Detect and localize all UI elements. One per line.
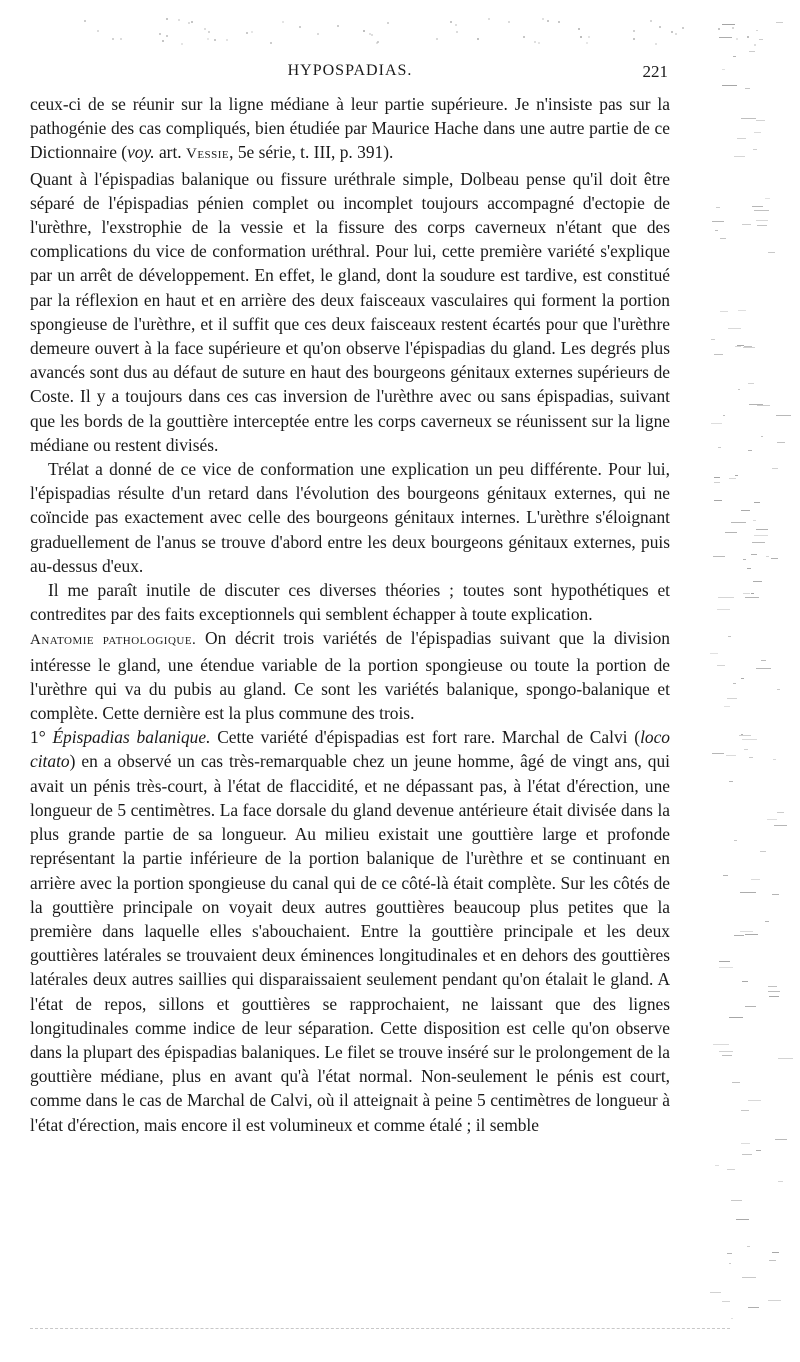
noise-speck — [317, 33, 319, 35]
noise-speck — [777, 442, 785, 443]
noise-speck — [477, 38, 479, 40]
noise-speck — [745, 88, 751, 89]
noise-speck — [738, 389, 740, 390]
noise-speck — [729, 1263, 731, 1264]
noise-speck — [720, 238, 726, 239]
noise-speck — [768, 252, 775, 253]
noise-speck — [740, 931, 753, 932]
noise-speck — [735, 346, 740, 347]
noise-speck — [729, 478, 735, 479]
noise-speck — [713, 1044, 729, 1045]
noise-speck — [488, 18, 490, 20]
noise-speck — [728, 636, 731, 637]
noise-speck — [719, 967, 733, 968]
noise-speck — [745, 1006, 755, 1007]
noise-speck — [214, 39, 216, 41]
running-head — [30, 62, 670, 88]
noise-speck — [778, 1181, 783, 1182]
noise-speck — [633, 30, 635, 32]
noise-speck — [538, 42, 540, 44]
noise-speck — [181, 43, 183, 45]
noise-speck — [748, 1100, 762, 1101]
noise-speck — [726, 755, 737, 756]
noise-speck — [776, 22, 782, 23]
noise-speck — [748, 450, 752, 451]
noise-speck — [725, 532, 737, 533]
page-number: 221 — [642, 62, 668, 81]
noise-speck — [745, 934, 758, 935]
noise-speck — [731, 1200, 741, 1201]
noise-speck — [734, 156, 746, 157]
noise-speck — [714, 354, 723, 355]
noise-speck — [733, 683, 736, 684]
noise-speck — [675, 33, 677, 35]
noise-speck — [718, 447, 721, 448]
noise-speck — [741, 1110, 749, 1111]
noise-speck — [733, 56, 736, 57]
noise-speck — [542, 18, 544, 20]
noise-speck — [772, 894, 779, 895]
section-heading: Épispadias balanique. — [52, 727, 211, 748]
noise-speck — [743, 593, 750, 594]
noise-speck — [588, 36, 590, 38]
noise-speck — [743, 559, 745, 560]
noise-speck — [711, 339, 715, 340]
noise-speck — [736, 1219, 749, 1220]
noise-speck — [754, 210, 769, 211]
noise-speck — [722, 85, 737, 86]
noise-speck — [84, 20, 86, 22]
noise-speck — [777, 812, 784, 813]
noise-speck — [742, 224, 751, 225]
noise-speck — [747, 568, 751, 569]
noise-speck — [682, 27, 684, 29]
noise-speck — [754, 502, 760, 503]
noise-speck — [715, 230, 718, 231]
noise-speck — [671, 31, 673, 33]
noise-speck — [724, 706, 730, 707]
noise-speck — [732, 1082, 740, 1083]
noise-speck — [251, 31, 253, 33]
noise-speck — [282, 21, 284, 23]
noise-speck — [765, 198, 769, 199]
noise-speck — [727, 1253, 732, 1254]
noise-speck — [768, 986, 777, 987]
noise-speck — [722, 69, 725, 70]
noise-speck — [712, 221, 724, 222]
noise-speck — [633, 38, 635, 40]
noise-speck — [741, 1143, 749, 1144]
noise-speck — [376, 42, 378, 44]
noise-speck — [742, 1277, 756, 1278]
noise-speck — [717, 665, 725, 666]
noise-speck — [299, 26, 301, 28]
noise-speck — [450, 21, 452, 23]
noise-speck — [752, 206, 764, 207]
noise-speck — [741, 118, 757, 119]
noise-speck — [759, 39, 763, 40]
noise-speck — [728, 328, 740, 329]
noise-speck — [580, 36, 582, 38]
noise-speck — [753, 149, 756, 150]
noise-speck — [226, 39, 228, 41]
noise-speck — [523, 36, 525, 38]
noise-speck — [97, 30, 99, 32]
noise-speck — [191, 21, 193, 23]
noise-speck — [455, 24, 457, 26]
noise-speck — [738, 310, 745, 311]
noise-speck — [761, 436, 763, 437]
noise-speck — [742, 981, 749, 982]
noise-speck — [774, 825, 787, 826]
noise-speck — [710, 653, 718, 654]
noise-speck — [337, 25, 339, 27]
noise-speck — [655, 43, 657, 45]
noise-speck — [719, 961, 729, 962]
noise-speck — [714, 477, 721, 478]
noise-speck — [749, 404, 762, 405]
noise-speck — [159, 33, 161, 35]
noise-speck — [714, 500, 723, 501]
noise-speck — [120, 38, 122, 40]
noise-speck — [769, 996, 779, 997]
noise-speck — [741, 678, 744, 679]
noise-speck — [722, 1055, 732, 1056]
noise-speck — [741, 734, 743, 735]
noise-speck — [112, 38, 114, 40]
noise-speck — [727, 1169, 736, 1170]
noise-speck — [270, 42, 272, 44]
noise-speck — [745, 597, 759, 598]
noise-speck — [371, 34, 373, 36]
noise-speck — [752, 542, 765, 543]
noise-speck — [744, 749, 748, 750]
noise-speck — [166, 18, 168, 20]
noise-speck — [731, 1318, 733, 1319]
noise-speck — [756, 120, 765, 121]
noise-speck — [558, 21, 560, 23]
noise-speck — [729, 1017, 743, 1018]
noise-speck — [715, 1165, 718, 1166]
noise-speck — [769, 1260, 777, 1261]
noise-speck — [741, 510, 751, 511]
noise-speck — [756, 529, 769, 530]
noise-speck — [723, 875, 728, 876]
noise-speck — [768, 1300, 781, 1301]
noise-speck — [768, 991, 780, 992]
noise-speck — [720, 311, 728, 312]
paragraph: Trélat a donné de ce vice de conformation une explication un peu différente. Pour lui, l'épispadias résulte d'un retard dans l'évolution des bourgeons génitaux externes, qui ne coïncide pas exactement avec celle des bourgeons génitaux internes. L'urèthre s'éloignant graduellement de l'anus se trouve d'abord entre les deux bourgeons génitaux externes, puis au-dessus d'eux. — [30, 459, 670, 576]
noise-speck — [771, 558, 778, 559]
noise-speck — [586, 42, 588, 44]
noise-speck — [712, 753, 724, 754]
noise-speck — [547, 20, 549, 22]
noise-speck — [756, 1150, 761, 1151]
noise-speck — [743, 347, 756, 348]
section-heading: Anatomie pathologique. — [30, 632, 197, 649]
noise-speck — [777, 689, 779, 690]
noise-speck — [748, 1307, 759, 1308]
noise-speck — [775, 1139, 787, 1140]
noise-speck — [710, 1292, 721, 1293]
noise-speck — [719, 1051, 734, 1052]
noise-speck — [748, 383, 755, 384]
noise-speck — [166, 35, 168, 37]
noise-speck — [778, 1058, 793, 1059]
noise-speck — [749, 757, 753, 758]
noise-speck — [751, 554, 757, 555]
scan-noise-bottom — [30, 1328, 730, 1332]
noise-speck — [722, 1301, 730, 1302]
noise-speck — [578, 28, 580, 30]
noise-speck — [208, 31, 210, 33]
noise-speck — [761, 660, 766, 661]
noise-speck — [740, 892, 755, 893]
noise-speck — [767, 819, 777, 820]
noise-speck — [436, 38, 438, 40]
noise-speck — [650, 20, 652, 22]
noise-speck — [749, 51, 756, 52]
noise-speck — [713, 556, 725, 557]
noise-speck — [756, 220, 767, 221]
noise-speck — [246, 32, 248, 34]
paragraph: Quant à l'épispadias balanique ou fissure uréthrale simple, Dolbeau pense qu'il doit être séparé de l'épispadias pénien complet ou incomplet toujours accompagné d'ectopie de l'urèthre, l'exstrophie de la vessie et la fissure des corps caverneux n'étant que des complications du vice de conformation uréthral. Pour lui, cette première variété s'explique par un arrêt de développement. En effet, le gland, dont la soudure est tardive, est constitué par la réflexion en haut et en arrière des deux faisceaux vasculaires qui forment la portion spongieuse de l'urèthre, et il suffit que ces deux faisceaux restent écartés pour que l'urèthre demeure ouvert à la face supérieure et qu'on observe l'épispadias du gland. Les degrés plus avancés sont dus au défaut de suture en haut des bourgeons génitaux externes supérieurs de Coste. Il y a toujours dans ces cas inversion de l'urèthre avec ou sans épispadias, suivant que les bords de la gouttière interceptée entre les corps caverneux se réunissent sur la ligne médiane ou restent divisés. — [30, 168, 670, 455]
noise-speck — [363, 30, 365, 32]
noise-speck — [204, 28, 206, 30]
noise-speck — [754, 535, 768, 536]
noise-speck — [731, 522, 746, 523]
document-page — [30, 62, 670, 1137]
scan-noise-top — [80, 18, 780, 48]
noise-speck — [754, 132, 762, 133]
noise-speck — [178, 19, 180, 21]
noise-speck — [711, 423, 722, 424]
noise-speck — [207, 38, 209, 40]
noise-speck — [188, 22, 190, 24]
noise-speck — [766, 556, 769, 557]
scan-noise-margin — [710, 20, 790, 1340]
noise-speck — [756, 668, 771, 669]
noise-speck — [751, 593, 754, 594]
body-text — [30, 92, 670, 1137]
noise-speck — [751, 879, 760, 880]
noise-speck — [760, 851, 766, 852]
paragraph: Anatomie pathologique. On décrit trois variétés de l'épispadias suivant que la division intéresse le gland, une étendue variable de la portion spongieuse ou toute la portion de l'urèthre qui va du pubis au gland. Ce sont les variétés balanique, spongo-balanique et complète. Cette dernière est la plus commune des trois. — [30, 628, 670, 724]
noise-speck — [756, 30, 758, 31]
noise-speck — [747, 1246, 750, 1247]
noise-speck — [729, 781, 733, 782]
noise-speck — [735, 475, 738, 476]
noise-speck — [727, 698, 737, 699]
noise-speck — [534, 41, 536, 43]
noise-speck — [714, 482, 719, 483]
noise-speck — [722, 24, 736, 25]
noise-speck — [456, 31, 458, 33]
noise-speck — [734, 935, 744, 936]
paragraph: ceux-ci de se réunir sur la ligne médiane à leur partie supérieure. Je n'insiste pas sur la pathogénie des cas compliqués, bien étudiée par Maurice Hache dans une autre partie de ce Dictionnaire (voy. art. Vessie, 5e série, t. III, p. 391). — [30, 94, 670, 163]
noise-speck — [773, 759, 776, 760]
noise-speck — [162, 40, 164, 42]
noise-speck — [742, 739, 757, 740]
noise-speck — [718, 597, 733, 598]
noise-speck — [776, 415, 790, 416]
noise-speck — [765, 921, 770, 922]
noise-speck — [757, 225, 767, 226]
noise-speck — [719, 37, 731, 38]
noise-speck — [772, 1252, 779, 1253]
noise-speck — [739, 735, 750, 736]
noise-speck — [753, 581, 761, 582]
noise-speck — [737, 138, 746, 139]
noise-speck — [772, 468, 777, 469]
paragraph: Il me paraît inutile de discuter ces diverses théories ; toutes sont hypothétiques et contredites par des faits exceptionnels qui semblent échapper à toute explication. — [30, 580, 670, 625]
noise-speck — [753, 520, 756, 521]
running-title: HYPOSPADIAS. — [287, 62, 413, 79]
noise-speck — [508, 21, 510, 23]
noise-speck — [742, 1154, 752, 1155]
noise-speck — [716, 207, 720, 208]
paragraph: 1° Épispadias balanique. Cette variété d'épispadias est fort rare. Marchal de Calvi (loco citato) en a observé un cas très-remarquable chez un jeune homme, âgé de vingt ans, qui avait un pénis très-court, à l'état de flaccidité, et ne dépassant pas, à l'état d'érection, une longueur de 5 centimètres. La face dorsale du gland devenue antérieure était divisée dans la plus grande partie de sa longueur. Au milieu existait une gouttière large et profonde représentant la partie inférieure de la portion balanique de l'urèthre et se continuant en arrière avec la portion spongieuse du canal qui de ce côté-là était complète. Sur les côtés de la gouttière principale on voyait deux autres gouttières beaucoup plus petites que la première dans laquelle elles s'abouchaient. Entre la gouttière principale et les deux gouttières latérales se trouvaient deux éminences longitudinales et en dehors des gouttières latérales deux autres saillies qui disparaissaient seulement pendant qu'on étalait le gland. A l'état de repos, sillons et gouttières se rapprochaient, ne laissant que des lignes longitudinales comme indice de leur séparation. Cette disposition est celle qu'on observe dans la plupart des épispadias balaniques. Le filet se trouve inséré sur le prolongement de la gouttière médiane, plus en avant qu'à l'état normal. Non-seulement le pénis est court, comme dans le cas de Marchal de Calvi, où il atteignait à peine 5 centimètres de longueur à l'état d'érection, mais encore il est volumineux et comme étalé ; il semble — [30, 727, 671, 1135]
noise-speck — [723, 415, 725, 416]
noise-speck — [734, 840, 737, 841]
noise-speck — [387, 22, 389, 24]
noise-speck — [717, 609, 730, 610]
noise-speck — [659, 26, 661, 28]
